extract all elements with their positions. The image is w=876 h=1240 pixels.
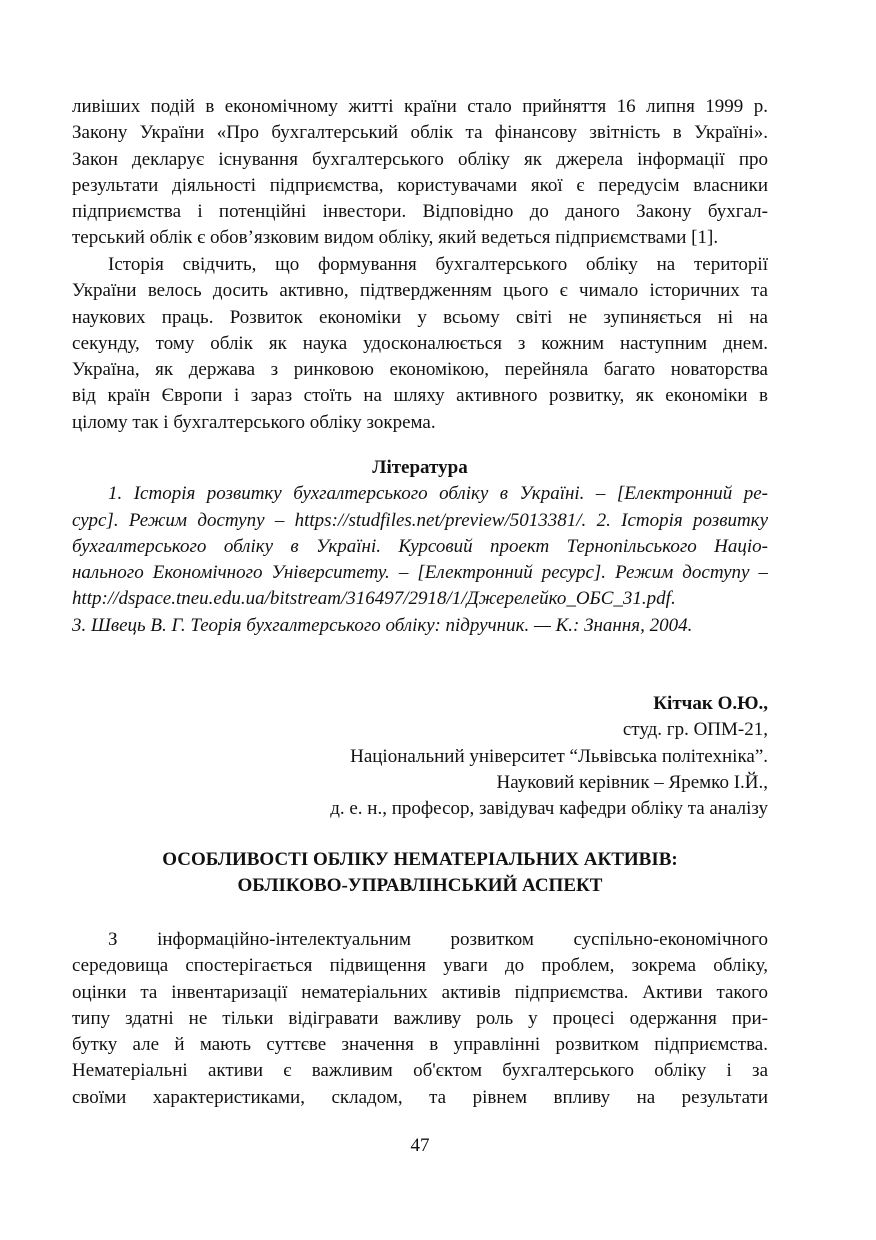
paragraph-1 xyxy=(72,94,768,252)
supervisor-title: д. е. н., професор, завідувач кафедри обліку та аналізу xyxy=(330,798,768,820)
reference-line: 1. Історія розвитку бухгалтерського обліку в Україні. – [Електронний ре- xyxy=(108,483,768,505)
text-line: секунду, тому облік як наука удосконалюється з кожним наступним днем. xyxy=(72,332,768,354)
author-name: Кітчак О.Ю., xyxy=(653,693,768,714)
text-line: цілому так і бухгалтерського обліку зокрема. xyxy=(72,411,436,433)
text-line: Нематеріальні активи є важливим об'єктом бухгалтерського обліку і за xyxy=(72,1060,768,1082)
page-number-text: 47 xyxy=(410,1135,430,1156)
text-line: бутку але й мають суттєве значення в управлінні розвитком підприємства. xyxy=(72,1034,768,1056)
author-block xyxy=(72,691,768,822)
text-line: Закон декларує існування бухгалтерського обліку як джерела інформації про xyxy=(72,148,768,170)
text-line: типу здатні не тільки відігравати важливу роль у процесі одержання при- xyxy=(72,1007,768,1029)
text-line: оцінки та інвентаризації нематеріальних активів підприємства. Активи такого xyxy=(72,981,768,1003)
text-line: середовища спостерігається підвищення уваги до проблем, зокрема обліку, xyxy=(72,955,768,977)
paragraph-2 xyxy=(72,252,768,436)
text-line: Закону України «Про бухгалтерський облік та фінансову звітність в Україні». xyxy=(72,122,768,144)
text-line: від країн Європи і зараз стоїть на шляху активного розвитку, як економіки в xyxy=(72,385,768,407)
text-line: підприємства і потенційні інвестори. Відповідно до даного Закону бухгал- xyxy=(72,201,768,223)
references xyxy=(72,455,768,639)
text-line: ливіших подій в економічному житті країни стало прийняття 16 липня 1999 р. xyxy=(72,96,768,117)
reference-line: бухгалтерського обліку в Україні. Курсовий проект Тернопільського Націо- xyxy=(72,535,768,557)
article-title xyxy=(72,847,768,900)
title-line: ОСОБЛИВОСТІ ОБЛІКУ НЕМАТЕРІАЛЬНИХ АКТИВІВ: xyxy=(162,849,678,870)
reference-line: 3. Швець В. Г. Теорія бухгалтерського обліку: підручник. — К.: Знання, 2004. xyxy=(72,614,693,636)
author-group: студ. гр. ОПМ-21, xyxy=(622,719,768,741)
text-line: своїми характеристиками, складом, та рівнем впливу на результати xyxy=(72,1086,768,1108)
references-heading: Література xyxy=(372,457,468,478)
page-number xyxy=(72,1133,768,1159)
text-line: З інформаційно-інтелектуальним розвитком суспільно-економічного xyxy=(108,929,768,950)
text-line: Україна, як держава з ринковою економікою, перейняла багато новаторства xyxy=(72,359,768,381)
text-line: Історія свідчить, що формування бухгалтерського обліку на території xyxy=(108,254,768,275)
paragraph-3 xyxy=(72,927,768,1111)
reference-line: сурс]. Режим доступу – https://studfiles.net/preview/5013381/. 2. Історія розвитку xyxy=(72,509,768,531)
text-line: наукових праць. Розвиток економіки у всьому світі не зупиняється ні на xyxy=(72,306,768,328)
text-line: терський облік є обов’язковим видом обліку, який ведеться підприємствами [1]. xyxy=(72,227,719,249)
text-line: України велось досить активно, підтвердженням цього є чимало історичних та xyxy=(72,280,768,302)
supervisor: Науковий керівник – Яремко І.Й., xyxy=(496,771,768,793)
text-line: результати діяльності підприємства, користувачами якої є передусім власники xyxy=(72,174,768,196)
reference-line: http://dspace.tneu.edu.ua/bitstream/316497/2918/1/Джерелейко_ОБС_31.pdf. xyxy=(72,588,676,610)
reference-line: нального Економічного Університету. – [Електронний ресурс]. Режим доступу – xyxy=(72,562,768,584)
title-line: ОБЛІКОВО-УПРАВЛІНСЬКИЙ АСПЕКТ xyxy=(237,875,603,897)
author-university: Національний університет “Львівська політехніка”. xyxy=(350,745,768,767)
